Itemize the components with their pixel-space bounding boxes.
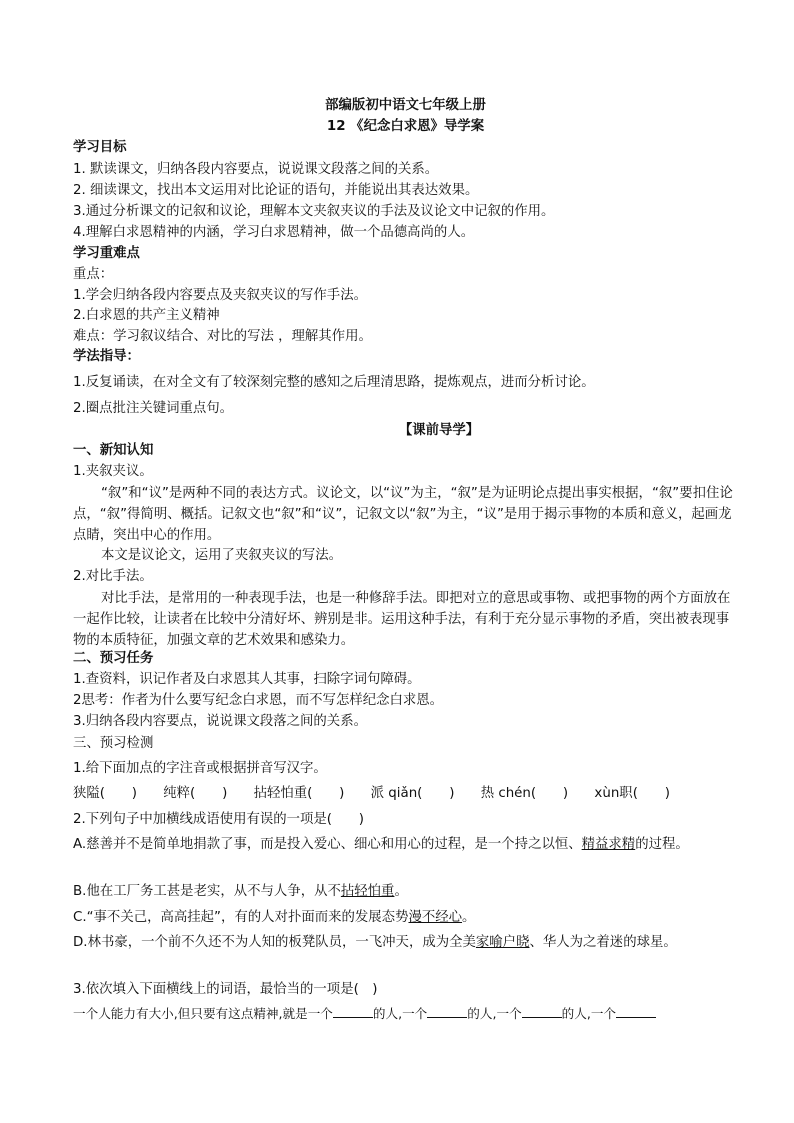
fill-blank[interactable] [522,1003,562,1018]
goal-item: 2. 细读课文，找出本文运用对比论证的语句，并能说出其表达效果。 [73,183,479,198]
option-item: 狭隘( ) [73,786,138,801]
paragraph: 对比手法，是常用的一种表现手法，也是一种修辞手法。即把对立的意思或事物、或把事物的两个方面放在一起作比较，让读者在比较中分清好坏、辨别是非。运用这种手法，有利于充分显示事物的矛盾，突出被表现事物的本质特征，加强文章的艺术效果和感染力。 [73,591,731,648]
task-item: 2思考：作者为什么要写纪念白求恩，而不写怎样纪念白求恩。 [73,693,444,708]
option-text: A.慈善并不是简单地捐款了事，而是投入爱心、细心和用心的过程，是一个持之以恒、 [73,837,582,852]
fill-blank[interactable] [333,1003,373,1018]
question-3: 3.依次填入下面横线上的词语，最恰当的一项是( ) [73,982,378,997]
focus-item: 1.学会归纳各段内容要点及夹叙夹议的写作手法。 [73,288,367,303]
option-item: 热 chén( ) [480,786,569,801]
goals-heading: 学习目标 [73,140,127,155]
underlined-idiom: 拈轻怕重 [340,884,395,899]
method-item: 2.圈点批注关键词重点句。 [73,401,234,416]
question-1-options [73,784,738,804]
question-2-option-d [73,932,738,954]
goal-item: 4.理解白求恩精神的内涵，学习白求恩精神，做一个品德高尚的人。 [73,225,475,240]
question-2-option-a [73,834,738,856]
goal-item: 3.通过分析课文的记叙和议论，理解本文夹叙夹议的手法及议论文中记叙的作用。 [73,204,555,219]
question-1: 1.给下面加点的字注音或根据拼音写汉字。 [73,761,327,776]
method-heading: 学法指导： [73,349,140,364]
section-heading: 一、新知认知 [73,443,154,458]
task-item: 1.查资料，识记作者及白求恩其人其事，扫除字词句障碍。 [73,672,421,687]
question-3-sentence [73,1003,738,1024]
goal-item: 1. 默读课文，归纳各段内容要点，说说课文段落之间的关系。 [73,162,439,177]
sentence-part: 一个人能力有大小,但只要有这点精神,就是一个 [73,1006,333,1021]
option-item: 拈轻怕重( ) [253,786,345,801]
option-text: D.林书豪，一个前不久还不为人知的板凳队员，一飞冲天，成为全美 [73,935,476,950]
paragraph: 本文是议论文，运用了夹叙夹议的写法。 [101,548,343,563]
option-text: B.他在工厂务工甚是老实，从不与人争，从不 [73,884,341,899]
option-text: C.“事不关己，高高挂起”，有的人对扑面而来的发展态势 [73,910,409,925]
doc-title: 部编版初中语文七年级上册 [325,98,486,113]
task-item: 3.归纳各段内容要点，说说课文段落之间的关系。 [73,714,367,729]
option-item: 纯粹( ) [163,786,228,801]
difficulty-text: 难点：学习叙议结合、对比的写法 ，理解其作用。 [73,329,372,344]
section-heading: 三、预习检测 [73,736,154,751]
sentence-part: 的人,一个 [372,1006,428,1021]
sub-heading: 2.对比手法。 [73,569,153,584]
question-2-option-c [73,908,738,928]
focus-label: 重点： [73,267,114,282]
method-item: 1.反复诵读，在对全文有了较深刻完整的感知之后理清思路，提炼观点，进而分析讨论。 [73,375,595,390]
option-text: 。 [394,884,408,899]
keypoints-heading: 学习重难点 [73,246,140,261]
sentence-part: 的人,一个 [561,1006,617,1021]
fill-blank[interactable] [616,1003,656,1018]
option-item: 派 qiǎn( ) [370,786,455,801]
sub-heading: 1.夹叙夹议。 [73,464,153,479]
underlined-idiom: 漫不经心 [408,910,463,925]
option-text: 、华人为之着迷的球星。 [529,935,677,950]
focus-item: 2.白求恩的共产主义精神 [73,308,220,323]
paragraph: “叙”和“议”是两种不同的表达方式。议论文，以“议”为主，“叙”是为证明论点提出事实根据，“叙”要扣住论点，“叙”得简明、概括。记叙文也“叙”和“议”，记叙文以“叙”为主，“议”是用于揭示事物的本质和意义，起画龙点睛，突出中心的作用。 [73,486,733,543]
option-text: 。 [462,910,476,925]
section-heading: 二、预习任务 [73,651,154,666]
question-2: 2.下列句子中加横线成语使用有误的一项是( ) [73,812,365,827]
underlined-idiom: 家喻户晓 [475,935,530,950]
doc-subtitle: 12 《纪念白求恩》导学案 [326,119,485,134]
underlined-idiom: 精益求精 [581,837,636,852]
fill-blank[interactable] [427,1003,467,1018]
preclass-heading: 【课前导学】 [398,423,480,438]
option-item: xùn职( ) [594,786,670,801]
option-text: 的过程。 [635,837,689,852]
sentence-part: 的人,一个 [467,1006,522,1021]
question-2-option-b [73,882,738,902]
